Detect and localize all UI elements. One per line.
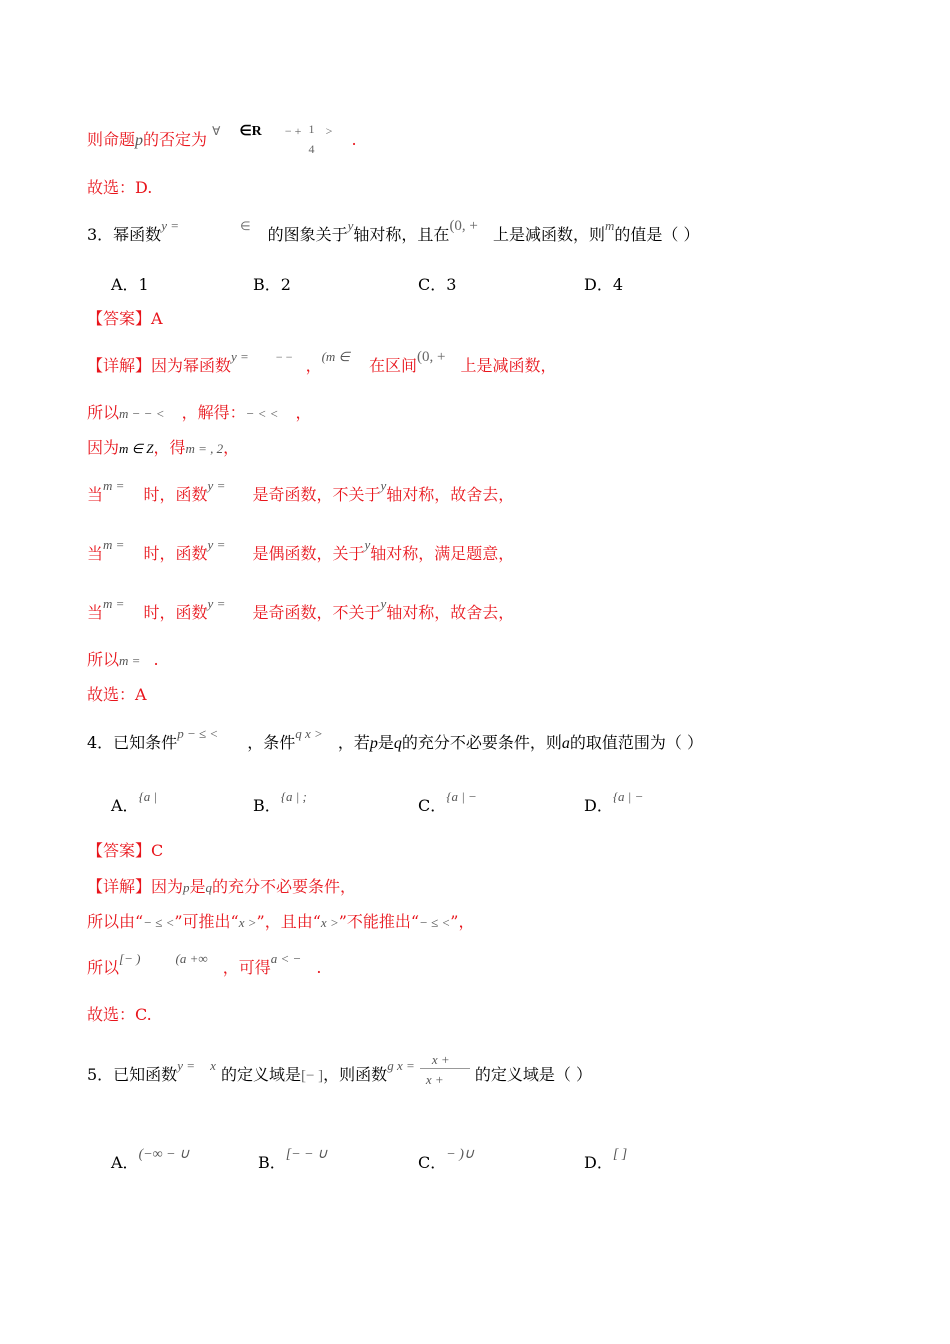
answer-label: 【答案】A: [87, 309, 163, 328]
detail-tag: 【详解】: [87, 877, 152, 896]
question-text: 是: [377, 733, 394, 752]
option-d: [584, 1147, 628, 1173]
question-text: 3．幂函数: [87, 225, 162, 244]
option-label: B．: [258, 1153, 286, 1172]
math-domain: [− ]: [300, 1068, 324, 1084]
detail-line-1: [87, 349, 557, 377]
text: ，: [295, 403, 312, 422]
math-inequality: x >: [320, 915, 339, 930]
answer-choice-d: 故选：D.: [87, 178, 153, 197]
math-interval: [− ): [119, 951, 141, 966]
text: 时，函数: [143, 544, 208, 563]
option-a: A．1: [111, 275, 149, 294]
math-gt: >: [325, 124, 333, 138]
fraction-numerator: 1: [308, 121, 315, 136]
text: 因为: [87, 438, 120, 457]
final-answer: 故选：C.: [87, 1005, 152, 1024]
negation-line: [87, 121, 357, 156]
option-b: B．2: [253, 275, 291, 294]
option-math: {a |: [138, 789, 158, 804]
text: ，解得：: [181, 403, 246, 422]
question-text: 上是减函数，则: [493, 225, 606, 244]
math-a: a: [561, 735, 570, 752]
math-q: q: [393, 735, 402, 752]
text: 轴对称，故舍去，: [386, 603, 515, 622]
math-condition-q: q x >: [295, 726, 323, 741]
option-label: A．: [111, 796, 139, 815]
math-y: y =: [207, 537, 226, 552]
text: .: [351, 130, 357, 149]
detail-line-2: [87, 912, 474, 933]
option-c: [418, 789, 477, 816]
option-d: [584, 789, 644, 816]
text: ”，: [450, 912, 475, 931]
question-5: [87, 1051, 593, 1087]
option-a: [111, 1147, 190, 1173]
text: 时，函数: [143, 603, 208, 622]
option-label: A．: [111, 1153, 139, 1172]
option-math: (−∞ − ∪: [138, 1147, 190, 1162]
option-c: [418, 1147, 475, 1173]
math-q: q: [205, 880, 213, 895]
math-y: y: [380, 478, 387, 493]
math-forall: ∀: [212, 124, 221, 138]
option-label: C．: [418, 1153, 447, 1172]
text: 所以: [87, 958, 120, 977]
text: 当: [87, 603, 104, 622]
math-y: y =: [207, 478, 226, 493]
option-b: [258, 1147, 328, 1173]
math-y: y =: [231, 349, 249, 364]
case-line-2: [87, 537, 515, 565]
math-y: y: [364, 537, 371, 552]
fraction-denominator: 4: [308, 141, 315, 156]
detail-line-1: [87, 877, 356, 898]
option-math: − )∪: [446, 1147, 475, 1162]
text: 当: [87, 544, 104, 563]
final-answer: 故选：A: [87, 685, 147, 704]
math-solution: − < <: [245, 406, 279, 421]
text: 则命题: [87, 130, 136, 149]
text: ，: [223, 438, 240, 457]
math-y: y =: [161, 218, 179, 233]
text: 当: [87, 485, 104, 504]
question-text: 4．已知条件: [87, 733, 178, 752]
math-condition-p: p − ≤ <: [177, 726, 219, 741]
question-text: ，条件: [247, 733, 296, 752]
case-line-3: [87, 596, 515, 624]
math-y: y =: [177, 1058, 195, 1073]
text: .: [153, 650, 159, 669]
text: 的否定为: [143, 130, 208, 149]
math-y: y: [380, 596, 387, 611]
text: ，得: [153, 438, 186, 457]
math-inequality: − ≤ <: [143, 915, 175, 930]
math-p: p: [183, 880, 190, 895]
text: ，可得: [222, 958, 271, 977]
math-in-R: ∈R: [239, 124, 262, 139]
text: 时，函数: [143, 485, 208, 504]
fraction-bar: [420, 1068, 470, 1069]
math-x: x: [210, 1058, 216, 1073]
text: 轴对称，满足题意，: [370, 544, 515, 563]
question-text: ，则函数: [323, 1065, 388, 1084]
math-m: m =: [119, 653, 141, 668]
question-text: 轴对称，且在: [353, 225, 450, 244]
math-g: g x =: [387, 1058, 415, 1073]
math-m-values: m = , 2: [185, 441, 224, 456]
text: 的充分不必要条件，: [212, 877, 357, 896]
option-math: {a | −: [612, 789, 644, 804]
question-text: 5．已知函数: [87, 1065, 178, 1084]
fraction-denominator: x +: [425, 1071, 444, 1087]
math-inequality: a < −: [270, 951, 302, 966]
math-inequality: x >: [238, 915, 257, 930]
fraction-numerator: x +: [431, 1051, 450, 1067]
text: 上是减函数，: [460, 356, 557, 375]
text: 因为: [151, 877, 184, 896]
text: 是: [189, 877, 206, 896]
text: 在区间: [368, 356, 417, 375]
math-interval: (a +∞: [175, 951, 208, 966]
option-label: D．: [584, 796, 613, 815]
question-text: ，若: [337, 733, 370, 752]
question-text: 的定义域是: [220, 1065, 301, 1084]
question-text: 的定义域是（ ）: [474, 1065, 593, 1084]
math-ops: − +: [284, 124, 302, 138]
option-math: [ ]: [612, 1147, 628, 1162]
math-interval: (0, +: [416, 349, 446, 365]
text: 轴对称，故舍去，: [386, 485, 515, 504]
math-m: m: [605, 218, 615, 233]
text: .: [316, 958, 322, 977]
math-y: y =: [207, 596, 226, 611]
math-m: m =: [103, 478, 125, 493]
math-m: (m ∈: [321, 349, 350, 364]
math-m: m =: [103, 537, 125, 552]
option-c: C．3: [418, 275, 457, 294]
option-math: [− − ∪: [285, 1147, 328, 1162]
detail-line-3: [87, 438, 239, 459]
option-label: B．: [253, 796, 281, 815]
text: 所以: [87, 403, 120, 422]
text: ”可推出“: [174, 912, 239, 931]
question-3: [87, 218, 700, 246]
option-math: {a | −: [446, 789, 477, 804]
question-text: 的值是（ ）: [614, 225, 700, 244]
math-in: ∈: [240, 219, 251, 233]
option-math: {a | ;: [280, 789, 307, 804]
question-text: 的取值范围为（ ）: [569, 733, 704, 752]
math-m: m =: [103, 596, 125, 611]
summary-line: [87, 650, 159, 671]
case-line-1: [87, 478, 515, 506]
math-inequality: m − − <: [119, 406, 165, 421]
text: 是奇函数，不关于: [252, 485, 381, 504]
math-p: p: [135, 132, 144, 149]
answer-label: 【答案】C: [87, 841, 164, 860]
option-a: [111, 789, 158, 816]
detail-line-2: [87, 403, 312, 424]
math-m-in-z: m ∈ Z: [119, 441, 154, 456]
detail-line-3: [87, 951, 322, 979]
detail-tag: 【详解】: [87, 356, 152, 375]
math-exponent: − −: [275, 350, 293, 364]
math-interval: (0, +: [449, 218, 478, 234]
option-label: C．: [418, 796, 447, 815]
text: 所以: [87, 650, 120, 669]
question-text: 的图象关于: [267, 225, 348, 244]
option-label: D．: [584, 1153, 613, 1172]
text: 是奇函数，不关于: [252, 603, 381, 622]
option-d: D．4: [584, 275, 624, 294]
math-p: p: [369, 735, 378, 752]
text: 是偶函数，关于: [252, 544, 365, 563]
text: ，: [305, 356, 322, 375]
text: 因为幂函数: [151, 356, 232, 375]
option-b: [253, 789, 307, 816]
math-y: y: [347, 218, 354, 233]
text: ”不能推出“: [338, 912, 420, 931]
text: 所以由“: [87, 912, 144, 931]
text: ”，且由“: [256, 912, 321, 931]
math-inequality: − ≤ <: [419, 915, 451, 930]
question-4: [87, 726, 704, 754]
question-text: 的充分不必要条件，则: [401, 733, 562, 752]
